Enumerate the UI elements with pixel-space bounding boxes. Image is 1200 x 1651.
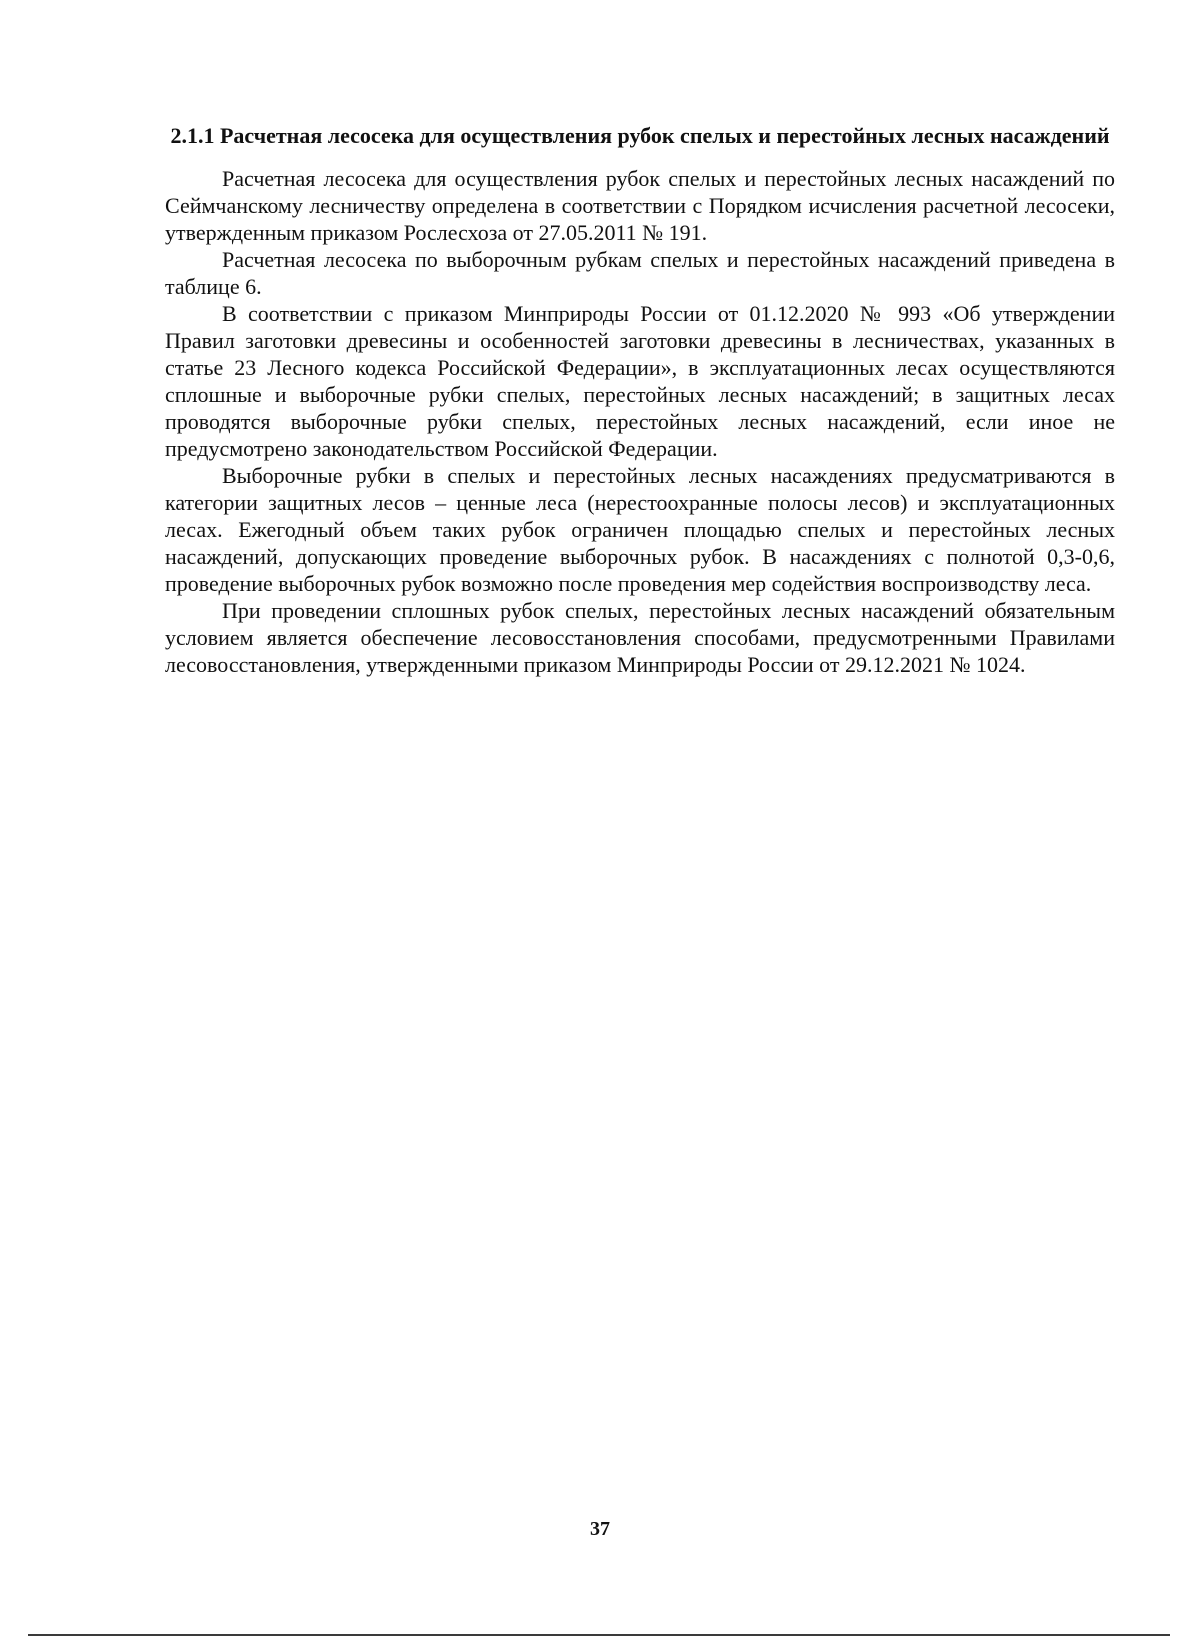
section-heading: 2.1.1 Расчетная лесосека для осуществления рубок спелых и перестойных лесных насаждений: [170, 123, 1110, 148]
page-number: 37: [590, 1518, 610, 1540]
paragraph-selective-cuttings: Выборочные рубки в спелых и перестойных лесных насаждениях предусматриваются в категории защитных лесов – ценные леса (нерестоохранные полосы лесов) и эксплуатационных лесах. Ежегодный объем таких рубок ограничен площадью спелых и перестойных лесных насаждений, допускающих проведение выборочных рубок. В насаждениях с полнотой 0,3-0,6, проведение выборочных рубок возможно после проведения мер содействия воспроизводству леса.: [165, 463, 1115, 596]
paragraph-regulations: В соответствии с приказом Минприроды России от 01.12.2020 № 993 «Об утверждении Правил заготовки древесины и особенностей заготовки древесины в лесничествах, указанных в статье 23 Лесного кодекса Российской Федерации», в эксплуатационных лесах осуществляются сплошные и выборочные рубки спелых, перестойных лесных насаждений; в защитных лесах проводятся выборочные рубки спелых, перестойных лесных насаждений, если иное не предусмотрено законодательством Российской Федерации.: [165, 301, 1115, 461]
paragraph-reforestation: При проведении сплошных рубок спелых, перестойных лесных насаждений обязательным условием является обеспечение лесовосстановления способами, предусмотренными Правилами лесовосстановления, утвержденными приказом Минприроды России от 29.12.2021 № 1024.: [165, 598, 1115, 677]
paragraph-calculation-basis: Расчетная лесосека для осуществления рубок спелых и перестойных лесных насаждений по Сеймчанскому лесничеству определена в соответствии с Порядком исчисления расчетной лесосеки, утвержденным приказом Рослесхоза от 27.05.2011 № 191.: [165, 166, 1115, 245]
paragraph-table-reference: Расчетная лесосека по выборочным рубкам спелых и перестойных насаждений приведена в таблице 6.: [165, 247, 1115, 299]
page-content: [165, 122, 1115, 678]
bottom-divider: [28, 1634, 1170, 1636]
